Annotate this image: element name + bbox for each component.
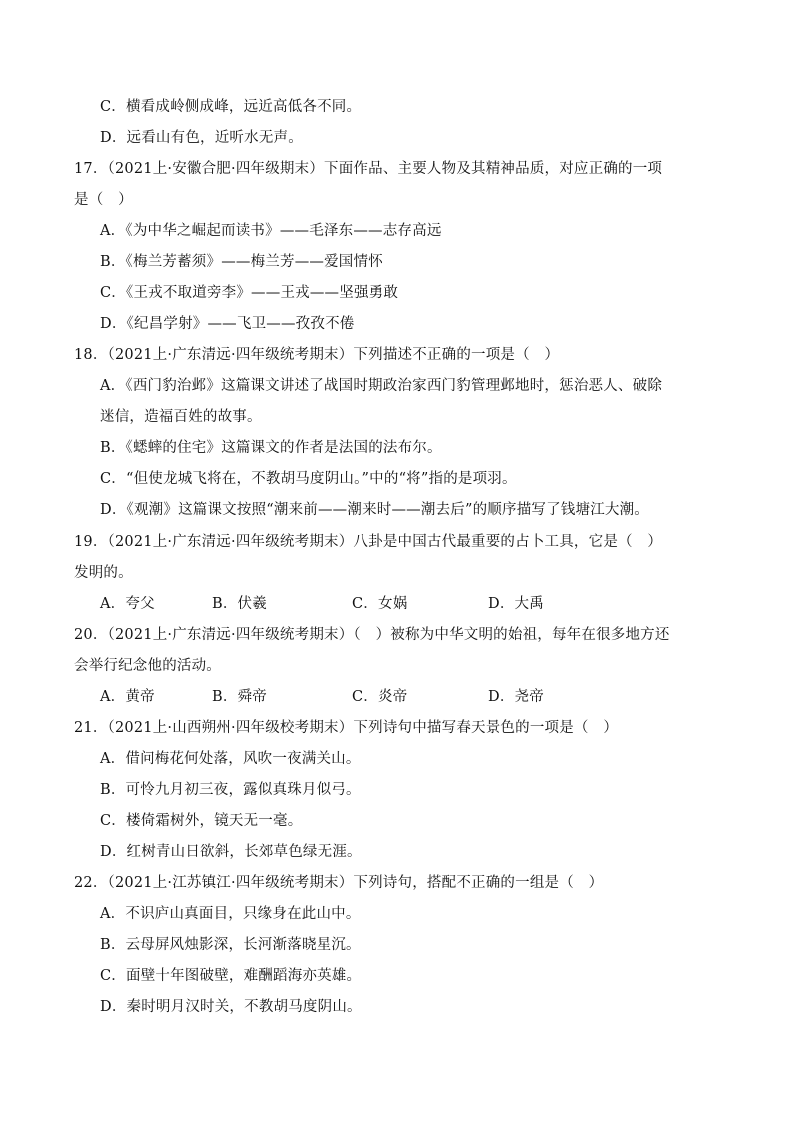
q16-option-d: D．远看山有色，近听水无声。 <box>100 130 303 146</box>
q22-option-b: B．云母屏风烛影深，长河渐落晓星沉。 <box>100 937 361 953</box>
q17-option-d: D．《纪昌学射》——飞卫——孜孜不倦 <box>100 316 355 332</box>
q18-option-a-continued: 迷信，造福百姓的故事。 <box>100 409 262 425</box>
q20-stem: 20．（2021上·广东清远·四年级统考期末）（ ）被称为中华文明的始祖，每年在很多地方还 <box>74 627 670 643</box>
q19-option-a: A．夸父 <box>100 596 155 612</box>
q22-option-c: C．面壁十年图破壁，难酬蹈海亦英雄。 <box>100 968 362 984</box>
q17-stem-continued: 是（ ） <box>74 192 133 208</box>
q20-option-c: C．炎帝 <box>352 689 408 705</box>
q22-option-a: A．不识庐山真面目，只缘身在此山中。 <box>100 906 361 922</box>
q20-options-row <box>0 687 794 707</box>
q20-option-b: B．舜帝 <box>212 689 267 705</box>
q19-options-row <box>0 594 794 614</box>
q18-option-b: B．《蟋蟀的住宅》这篇课文的作者是法国的法布尔。 <box>100 440 442 456</box>
q21-option-b: B．可怜九月初三夜，露似真珠月似弓。 <box>100 782 361 798</box>
q18-option-a: A．《西门豹治邺》这篇课文讲述了战国时期政治家西门豹管理邺地时，惩治恶人、破除 <box>100 378 663 394</box>
q22-option-d: D．秦时明月汉时关，不教胡马度阴山。 <box>100 999 362 1015</box>
q21-option-c: C．楼倚霜树外，镜天无一毫。 <box>100 813 303 829</box>
q16-option-c: C．横看成岭侧成峰，远近高低各不同。 <box>100 99 362 115</box>
q17-option-b: B．《梅兰芳蓄须》——梅兰芳——爱国情怀 <box>100 254 383 270</box>
q18-option-d: D．《观潮》这篇课文按照“潮来前——潮来时——潮去后”的顺序描写了钱塘江大潮。 <box>100 502 649 518</box>
q19-stem-continued: 发明的。 <box>74 565 133 581</box>
q17-stem: 17．（2021上·安徽合肥·四年级期末）下面作品、主要人物及其精神品质，对应正确的一项 <box>74 161 663 177</box>
q21-option-d: D．红树青山日欲斜，长郊草色绿无涯。 <box>100 844 362 860</box>
q21-stem: 21．（2021上·山西朔州·四年级校考期末）下列诗句中描写春天景色的一项是（ ） <box>74 720 619 736</box>
q22-stem: 22．（2021上·江苏镇江·四年级统考期末）下列诗句，搭配不正确的一组是（ ） <box>74 875 604 891</box>
q17-option-a: A．《为中华之崛起而读书》——毛泽东——志存高远 <box>100 223 442 239</box>
q19-option-b: B．伏羲 <box>212 596 267 612</box>
q19-stem: 19．（2021上·广东清远·四年级统考期末）八卦是中国古代最重要的占卜工具，它是（ ） <box>74 534 663 550</box>
q19-option-d: D．大禹 <box>488 596 544 612</box>
q18-stem: 18．（2021上·广东清远·四年级统考期末）下列描述不正确的一项是（ ） <box>74 347 560 363</box>
q17-option-c: C．《王戎不取道旁李》——王戎——坚强勇敢 <box>100 285 399 301</box>
q21-option-a: A．借问梅花何处落，风吹一夜满关山。 <box>100 751 361 767</box>
q20-stem-continued: 会举行纪念他的活动。 <box>74 658 221 674</box>
q18-option-c: C．“但使龙城飞将在，不教胡马度阴山。”中的“将”指的是项羽。 <box>100 471 517 487</box>
q20-option-a: A．黄帝 <box>100 689 155 705</box>
q19-option-c: C．女娲 <box>352 596 408 612</box>
q20-option-d: D．尧帝 <box>488 689 544 705</box>
